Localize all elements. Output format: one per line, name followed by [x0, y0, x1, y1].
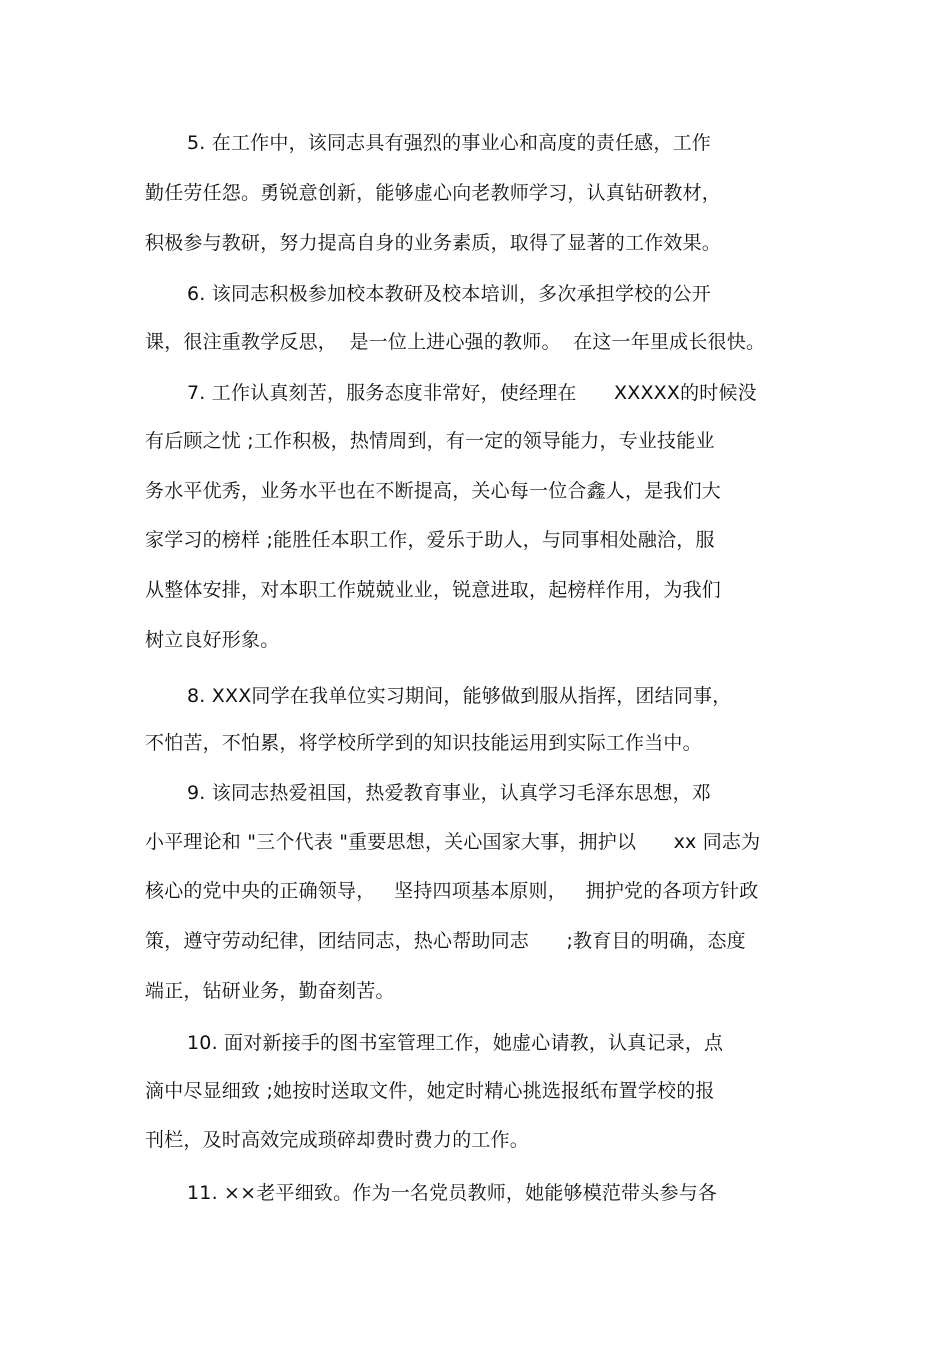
paragraph-7-line-6: 树立良好形象。: [145, 629, 280, 651]
paragraph-5-line-1: 5. 在工作中，该同志具有强烈的事业心和高度的责任感，工作: [187, 132, 711, 154]
paragraph-9-line-3: 核心的党中央的正确领导， 坚持四项基本原则， 拥护党的各项方针政: [145, 880, 759, 902]
paragraph-6-line-2: 课，很注重教学反思， 是一位上进心强的教师。 在这一年里成长很快。: [145, 331, 766, 353]
paragraph-10-line-1: 10. 面对新接手的图书室管理工作，她虚心请教，认真记录，点: [187, 1032, 724, 1054]
paragraph-11-line-1: 11. ××老平细致。作为一名党员教师，她能够模范带头参与各: [187, 1182, 718, 1204]
paragraph-6-line-1: 6. 该同志积极参加校本教研及校本培训，多次承担学校的公开: [187, 283, 711, 305]
paragraph-7-line-1: 7. 工作认真刻苦，服务态度非常好，使经理在 XXXXX的时候没: [187, 382, 757, 404]
paragraph-10-line-2: 滴中尽显细致 ;她按时送取文件，她定时精心挑选报纸布置学校的报: [145, 1080, 715, 1102]
paragraph-7-line-5: 从整体安排，对本职工作兢兢业业，锐意进取，起榜样作用，为我们: [145, 579, 722, 601]
paragraph-10-line-3: 刊栏，及时高效完成琐碎却费时费力的工作。: [145, 1129, 530, 1151]
paragraph-7-line-3: 务水平优秀，业务水平也在不断提高，关心每一位合鑫人，是我们大: [145, 480, 722, 502]
paragraph-8-line-2: 不怕苦，不怕累，将学校所学到的知识技能运用到实际工作当中。: [145, 732, 702, 754]
paragraph-9-line-5: 端正，钻研业务，勤奋刻苦。: [145, 980, 395, 1002]
paragraph-9-line-1: 9. 该同志热爱祖国，热爱教育事业，认真学习毛泽东思想，邓: [187, 782, 711, 804]
paragraph-9-line-2: 小平理论和 "三个代表 "重要思想，关心国家大事，拥护以 xx 同志为: [145, 831, 761, 853]
paragraph-9-line-4: 策，遵守劳动纪律，团结同志，热心帮助同志 ;教育目的明确，态度: [145, 930, 746, 952]
paragraph-7-line-4: 家学习的榜样 ;能胜任本职工作，爱乐于助人，与同事相处融洽，服: [145, 529, 715, 551]
paragraph-5-line-3: 积极参与教研，努力提高自身的业务素质，取得了显著的工作效果。: [145, 232, 722, 254]
paragraph-8-line-1: 8. XXX同学在我单位实习期间，能够做到服从指挥，团结同事，: [187, 685, 732, 707]
paragraph-7-line-2: 有后顾之忧 ;工作积极，热情周到，有一定的领导能力，专业技能业: [145, 430, 715, 452]
paragraph-5-line-2: 勤任劳任怨。勇锐意创新，能够虚心向老教师学习，认真钻研教材，: [145, 182, 722, 204]
